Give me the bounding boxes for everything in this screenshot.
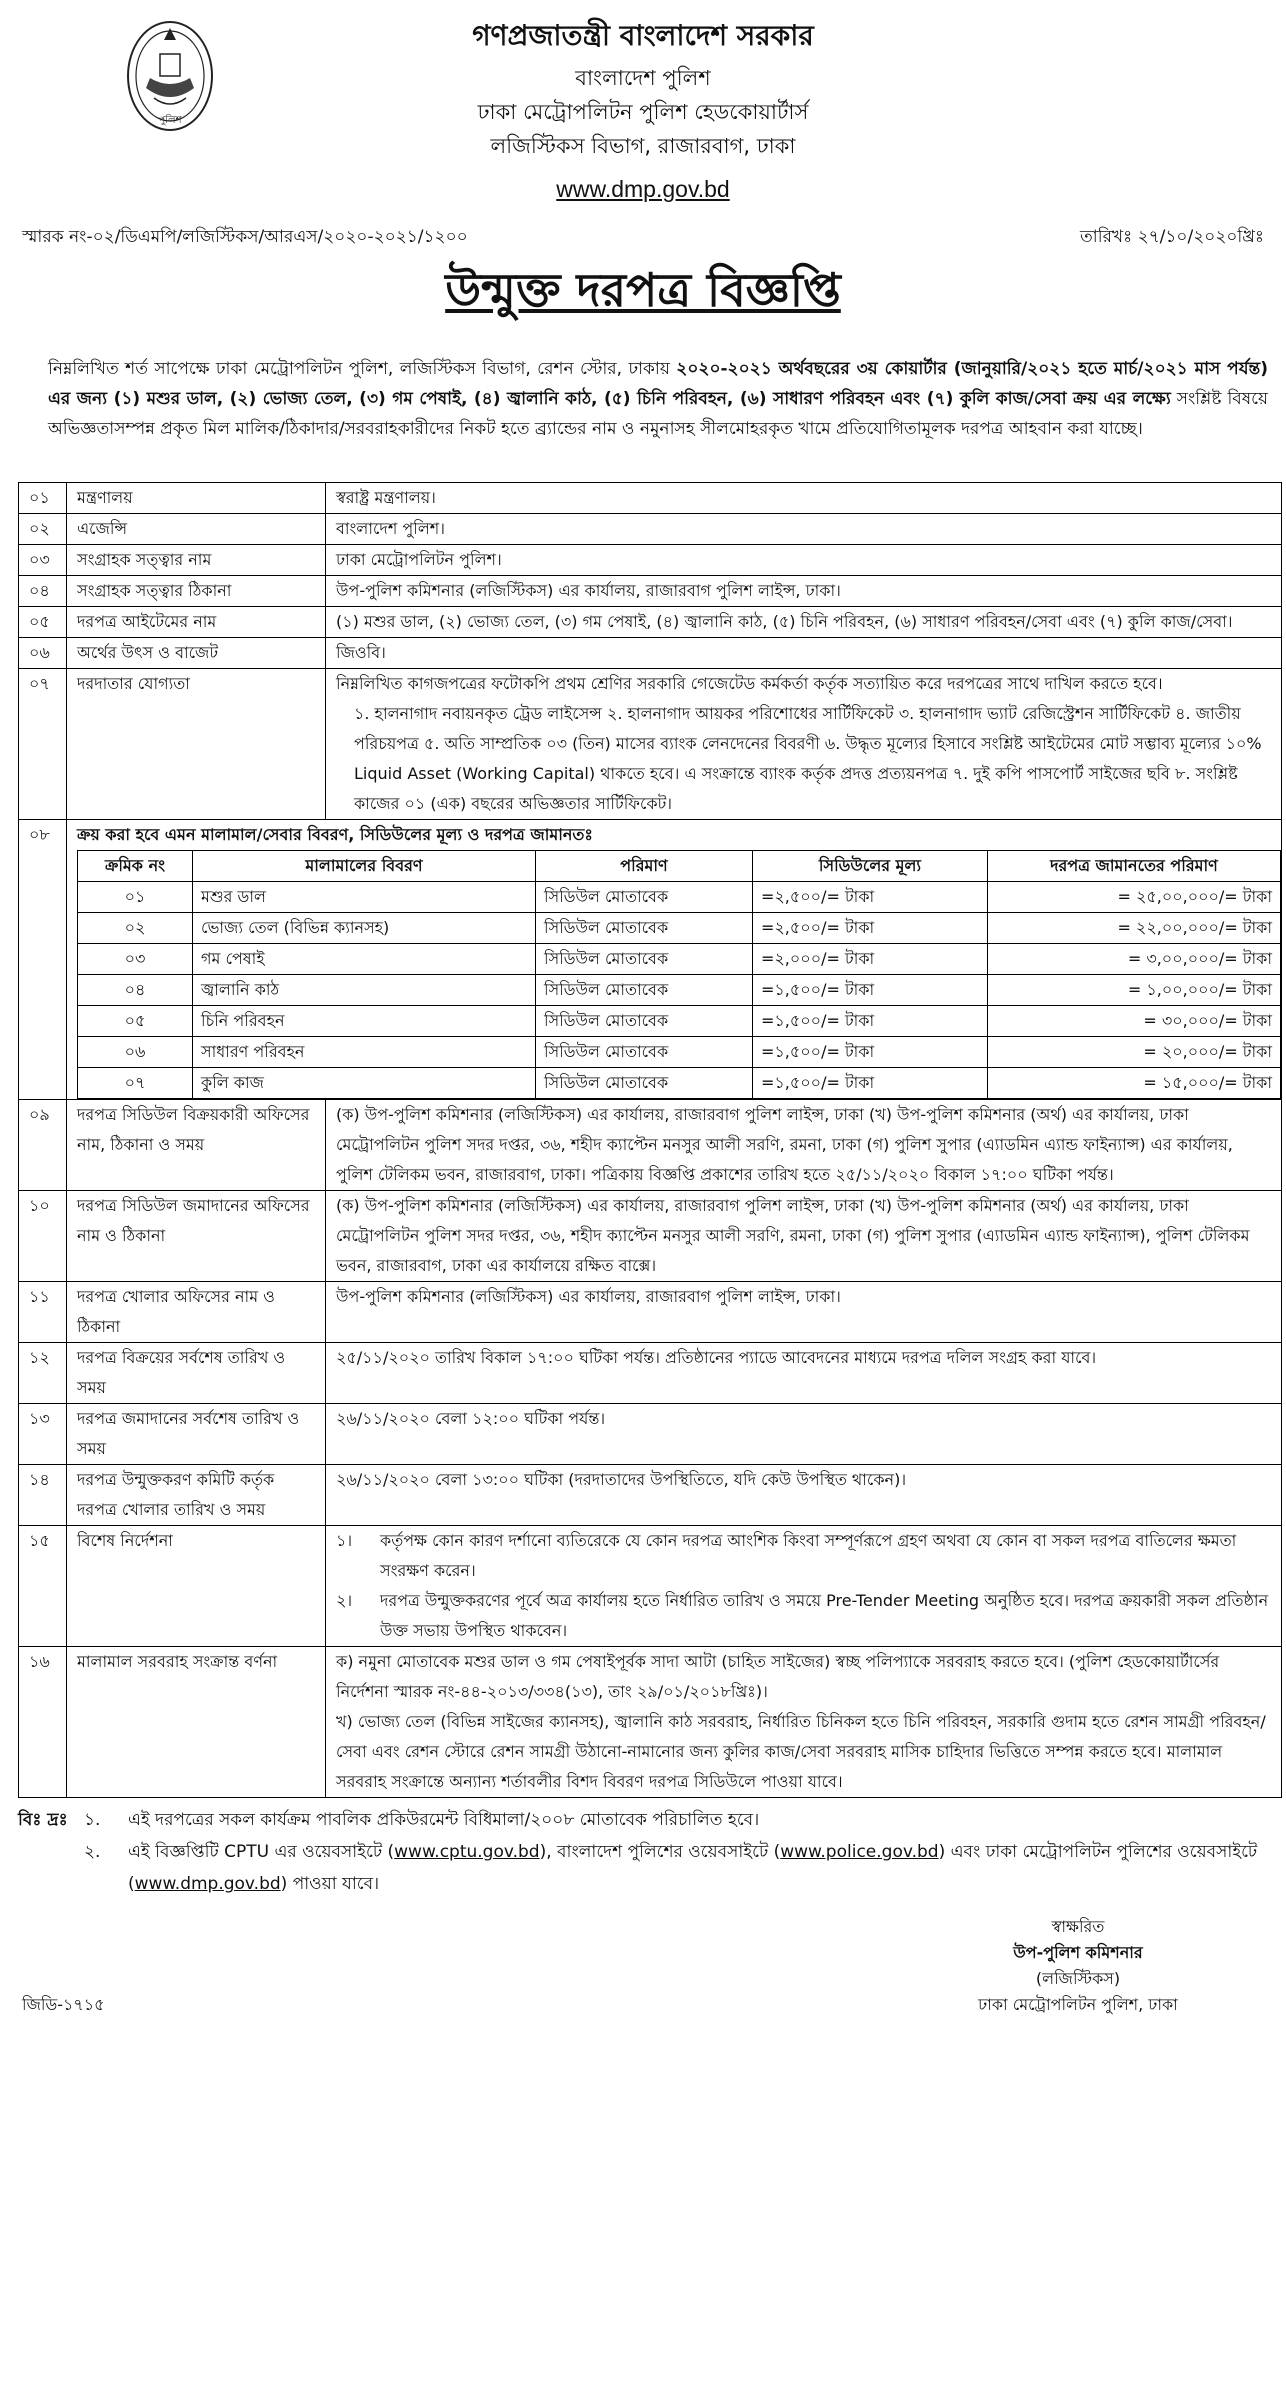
instruction-item <box>336 1586 1271 1646</box>
cell-item: জ্বালানি কাঠ <box>193 975 536 1006</box>
schedule-table <box>77 850 1281 1099</box>
row-number: ০১ <box>19 483 67 514</box>
cell-quantity: সিডিউল মোতাবেক <box>536 913 753 944</box>
cell-price: =১,৫০০/= টাকা <box>753 975 988 1006</box>
signatory-designation: উপ-পুলিশ কমিশনার <box>1013 1943 1143 1962</box>
row-label: সংগ্রাহক সত্ত্বার নাম <box>67 545 326 576</box>
row-value: ২৫/১১/২০২০ তারিখ বিকাল ১৭:০০ ঘটিকা পর্যন্ত। প্রতিষ্ঠানের প্যাডে আবেদনের মাধ্যমে দরপত্র দলিল সংগ্রহ করা যাবে। <box>326 1343 1282 1404</box>
row-label: সংগ্রাহক সত্ত্বার ঠিকানা <box>67 576 326 607</box>
cell-serial: ০৫ <box>78 1006 193 1037</box>
header-website-link[interactable]: www.dmp.gov.bd <box>556 176 730 202</box>
instruction-number: ২। <box>336 1591 353 1610</box>
row-number: ০৮ <box>19 820 67 1100</box>
cell-price: =১,৫০০/= টাকা <box>753 1037 988 1068</box>
footnote-text <box>128 1836 1282 1900</box>
row-label: দরপত্র আইটেমের নাম <box>67 607 326 638</box>
eligibility-intro: নিম্নলিখিত কাগজপত্রের ফটোকপি প্রথম শ্রেণির সরকারি গেজেটেড কর্মকর্তা কর্তৃক সত্যায়িত করে দরপত্রের সাথে দাখিল করতে হবে। <box>336 674 1163 693</box>
row-value: বাংলাদেশ পুলিশ। <box>326 514 1282 545</box>
footnote-number: ১. <box>84 1810 101 1830</box>
cell-serial: ০৬ <box>78 1037 193 1068</box>
row-number: ০৬ <box>19 638 67 669</box>
col-header-schedule-price: সিডিউলের মূল্য <box>753 851 988 882</box>
table-row <box>19 1465 1282 1526</box>
footnote-label: বিঃ দ্রঃ <box>18 1810 68 1830</box>
police-emblem-icon <box>124 18 216 136</box>
supply-note-a: ক) নমুনা মোতাবেক মশুর ডাল ও গম পেষাইপূর্বক সাদা আটা (চাহিত সাইজের) স্বচ্ছ পলিপ্যাকে সরবরাহ করতে হবে। (পুলিশ হেডকোয়ার্টার্সের নির্দেশনা স্মারক নং-৪৪-২০১৩/৩৩৪(১৩), তাং ২৯/০১/২০১৮খ্রিঃ)। <box>336 1652 1220 1701</box>
instruction-text: কর্তৃপক্ষ কোন কারণ দর্শানো ব্যতিরেকে যে কোন দরপত্র আংশিক কিংবা সম্পূর্ণরূপে গ্রহণ অথবা যে কোন বা সকল দরপত্র বাতিলের ক্ষমতা সংরক্ষণ করেন। <box>380 1531 1237 1580</box>
police-link[interactable]: www.police.gov.bd <box>780 1842 939 1862</box>
table-row <box>19 514 1282 545</box>
tender-details-table <box>18 482 1282 1798</box>
table-row <box>19 1282 1282 1343</box>
signatory-organization: ঢাকা মেট্রোপলিটন পুলিশ, ঢাকা <box>978 1995 1178 2014</box>
schedule-row <box>78 1068 1281 1099</box>
footnote-2 <box>18 1836 1282 1900</box>
schedule-row <box>78 944 1281 975</box>
schedule-header-row <box>78 851 1281 882</box>
row-label: মন্ত্রণালয় <box>67 483 326 514</box>
row-label: দরপত্র খোলার অফিসের নাম ও ঠিকানা <box>67 1282 326 1343</box>
row-number: ০৯ <box>19 1100 67 1191</box>
row-number: ০৭ <box>19 669 67 820</box>
cell-price: =১,৫০০/= টাকা <box>753 1068 988 1099</box>
header-line-logistics: লজিস্টিকস বিভাগ, রাজারবাগ, ঢাকা <box>490 134 796 158</box>
cell-quantity: সিডিউল মোতাবেক <box>536 975 753 1006</box>
cell-serial: ০১ <box>78 882 193 913</box>
cell-item: কুলি কাজ <box>193 1068 536 1099</box>
row-value: জিওবি। <box>326 638 1282 669</box>
cell-item: গম পেষাই <box>193 944 536 975</box>
cell-serial: ০৩ <box>78 944 193 975</box>
table-row <box>19 820 1282 1100</box>
row-number: ১৬ <box>19 1647 67 1798</box>
instruction-text: দরপত্র উন্মুক্তকরণের পূর্বে অত্র কার্যালয় হতে নির্ধারিত তারিখ ও সময়ে Pre-Tender Meeting অনুষ্ঠিত হবে। দরপত্র ক্রয়কারী সকল প্রতিষ্ঠান উক্ত সভায় উপস্থিত থাকবেন। <box>380 1591 1269 1640</box>
cell-item: চিনি পরিবহন <box>193 1006 536 1037</box>
cell-guarantee: = ২৫,০০,০০০/= টাকা <box>988 882 1281 913</box>
cell-guarantee: = ২২,০০,০০০/= টাকা <box>988 913 1281 944</box>
intro-text-b: সংশ্লিষ্ট বিষয়ে অভিজ্ঞতাসম্পন্ন প্রকৃত মিল মালিক/ঠিকাদার/সরবরাহকারীদের নিকট হতে ব্র্যান্ডের নাম ও নমুনাসহ সীলমোহরকৃত খামে প্রতিযোগিতামূলক দরপত্র আহবান করা যাচ্ছে। <box>48 389 1268 439</box>
footnote-text: এই দরপত্রের সকল কার্যক্রম পাবলিক প্রকিউরমেন্ট বিধিমালা/২০০৮ মোতাবেক পরিচালিত হবে। <box>128 1810 760 1830</box>
cell-guarantee: = ১৫,০০০/= টাকা <box>988 1068 1281 1099</box>
table-row <box>19 576 1282 607</box>
cell-item: সাধারণ পরিবহন <box>193 1037 536 1068</box>
col-header-serial: ক্রমিক নং <box>78 851 193 882</box>
supply-note-b: খ) ভোজ্য তেল (বিভিন্ন সাইজের ক্যানসহ), জ্বালানি কাঠ সরবরাহ, নির্ধারিত চিনিকল হতে চিনি পরিবহন, সরকারি গুদাম হতে রেশন সামগ্রী পরিবহন/সেবা এবং রেশন স্টোরে রেশন সামগ্রী উঠানো-নামানোর জন্য কুলির কাজ/সেবা সরবরাহ মাসিক চাহিদার ভিত্তিতে সম্পন্ন করতে হবে। মালামাল সরবরাহ সংক্রান্তে অন্যান্য শর্তাবলীর বিশদ বিবরণ দরপত্র সিডিউলে পাওয়া যাবে। <box>336 1712 1266 1791</box>
row-label: অর্থের উৎস ও বাজেট <box>67 638 326 669</box>
page-title: উন্মুক্ত দরপত্র বিজ্ঞপ্তি <box>445 263 841 317</box>
row-value <box>326 669 1282 820</box>
schedule-row <box>78 975 1281 1006</box>
table-row <box>19 1526 1282 1647</box>
table-row <box>19 669 1282 820</box>
row-value: উপ-পুলিশ কমিশনার (লজিস্টিকস) এর কার্যালয়, রাজারবাগ পুলিশ লাইন্স, ঢাকা। <box>326 1282 1282 1343</box>
cell-quantity: সিডিউল মোতাবেক <box>536 1037 753 1068</box>
footnote-text-part: ) এবং ঢাকা মেট্রোপলিটন পুলিশের ওয়েবসাইটে ( <box>128 1842 1258 1894</box>
schedule-cell <box>67 820 1282 1100</box>
row-value: ২৬/১১/২০২০ বেলা ১২:০০ ঘটিকা পর্যন্ত। <box>326 1404 1282 1465</box>
emblem-text: পুলিশ <box>158 115 182 126</box>
schedule-row <box>78 1037 1281 1068</box>
intro-paragraph <box>48 354 1268 444</box>
intro-bold: ২০২০-২০২১ অর্থবছরের ৩য় কোয়ার্টার (জানুয়ারি/২০২১ হতে মার্চ/২০২১ মাস পর্যন্ত) এর জন্য (১) মশুর ডাল, (২) ভোজ্য তেল, (৩) গম পেষাই, (৪) জ্বালানি কাঠ, (৫) চিনি পরিবহন, (৬) সাধারণ পরিবহন এবং (৭) কুলি কাজ/সেবা ক্রয় এর লক্ষ্যে <box>48 359 1268 409</box>
row-number: ০৫ <box>19 607 67 638</box>
cell-item: ভোজ্য তেল (বিভিন্ন ক্যানসহ) <box>193 913 536 944</box>
cell-quantity: সিডিউল মোতাবেক <box>536 1068 753 1099</box>
signed-label: স্বাক্ষরিত <box>1051 1917 1105 1936</box>
row-label: এজেন্সি <box>67 514 326 545</box>
table-row <box>19 607 1282 638</box>
row-value <box>326 1647 1282 1798</box>
cell-price: =২,৫০০/= টাকা <box>753 913 988 944</box>
col-header-quantity: পরিমাণ <box>536 851 753 882</box>
row-label: দরপত্র সিডিউল জমাদানের অফিসের নাম ও ঠিকানা <box>67 1191 326 1282</box>
row-label: দরপত্র জমাদানের সর্বশেষ তারিখ ও সময় <box>67 1404 326 1465</box>
cell-price: =২,৫০০/= টাকা <box>753 882 988 913</box>
table-row <box>19 1647 1282 1798</box>
cell-price: =২,০০০/= টাকা <box>753 944 988 975</box>
row-value: স্বরাষ্ট্র মন্ত্রণালয়। <box>326 483 1282 514</box>
row-label: বিশেষ নির্দেশনা <box>67 1526 326 1647</box>
row-label: দরপত্র বিক্রয়ের সর্বশেষ তারিখ ও সময় <box>67 1343 326 1404</box>
row-number: ০৪ <box>19 576 67 607</box>
footnote-text-part: ), বাংলাদেশ পুলিশের ওয়েবসাইটে ( <box>539 1842 781 1862</box>
row-number: ০২ <box>19 514 67 545</box>
cell-serial: ০৪ <box>78 975 193 1006</box>
signature-area <box>18 1900 1282 2014</box>
cptu-link[interactable]: www.cptu.gov.bd <box>394 1842 540 1862</box>
intro-text-a: নিম্নলিখিত শর্ত সাপেক্ষে ঢাকা মেট্রোপলিটন পুলিশ, লজিস্টিকস বিভাগ, রেশন স্টোর, ঢাকায় <box>48 359 677 379</box>
signature-block <box>878 1914 1278 2018</box>
instruction-item <box>336 1526 1271 1586</box>
schedule-row <box>78 1006 1281 1037</box>
table-row <box>19 483 1282 514</box>
cell-quantity: সিডিউল মোতাবেক <box>536 944 753 975</box>
row-value: (ক) উপ-পুলিশ কমিশনার (লজিস্টিকস) এর কার্যালয়, রাজারবাগ পুলিশ লাইন্স, ঢাকা (খ) উপ-পুলিশ কমিশনার (অর্থ) এর কার্যালয়, ঢাকা মেট্রোপলিটন পুলিশ সদর দপ্তর, ৩৬, শহীদ ক্যাপ্টেন মনসুর আলী সরণি, রমনা, ঢাকা (গ) পুলিশ সুপার (এ্যাডমিন এ্যান্ড ফাইন্যান্স) এর কার্যালয়, পুলিশ টেলিকম ভবন, রাজারবাগ, ঢাকা। পত্রিকায় বিজ্ঞপ্তি প্রকাশের তারিখ হতে ২৫/১১/২০২০ বিকাল ১৭:০০ ঘটিকা পর্যন্ত। <box>326 1100 1282 1191</box>
dmp-link[interactable]: www.dmp.gov.bd <box>134 1874 281 1894</box>
schedule-row <box>78 882 1281 913</box>
table-row <box>19 1100 1282 1191</box>
row-label: দরপত্র উন্মুক্তকরণ কমিটি কর্তৃক দরপত্র খোলার তারিখ ও সময় <box>67 1465 326 1526</box>
cell-guarantee: = ৩,০০,০০০/= টাকা <box>988 944 1281 975</box>
gd-number: জিডি-১৭১৫ <box>22 1995 105 2014</box>
col-header-guarantee: দরপত্র জামানতের পরিমাণ <box>988 851 1281 882</box>
row-value <box>326 1526 1282 1647</box>
row-value: (১) মশুর ডাল, (২) ভোজ্য তেল, (৩) গম পেষাই, (৪) জ্বালানি কাঠ, (৫) চিনি পরিবহন, (৬) সাধারণ পরিবহন/সেবা এবং (৭) কুলি কাজ/সেবা। <box>326 607 1282 638</box>
table-row <box>19 638 1282 669</box>
row-value: (ক) উপ-পুলিশ কমিশনার (লজিস্টিকস) এর কার্যালয়, রাজারবাগ পুলিশ লাইন্স, ঢাকা (খ) উপ-পুলিশ কমিশনার (অর্থ) এর কার্যালয়, ঢাকা মেট্রোপলিটন পুলিশ সদর দপ্তর, ৩৬, শহীদ ক্যাপ্টেন মনসুর আলী সরণি, রমনা, ঢাকা (গ) পুলিশ সুপার (এ্যাডমিন এ্যান্ড ফাইন্যান্স), পুলিশ টেলিকম ভবন, রাজারবাগ, ঢাকা এর কার্যালয়ে রক্ষিত বাক্সে। <box>326 1191 1282 1282</box>
cell-serial: ০৭ <box>78 1068 193 1099</box>
footnote-text-part: এই বিজ্ঞপ্তিটি CPTU এর ওয়েবসাইটে ( <box>128 1842 395 1862</box>
row-label: মালামাল সরবরাহ সংক্রান্ত বর্ণনা <box>67 1647 326 1798</box>
government-name: গণপ্রজাতন্ত্রী বাংলাদেশ সরকার <box>472 19 814 52</box>
col-header-item: মালামালের বিবরণ <box>193 851 536 882</box>
cell-quantity: সিডিউল মোতাবেক <box>536 882 753 913</box>
row-number: ১০ <box>19 1191 67 1282</box>
row-number: ১৩ <box>19 1404 67 1465</box>
cell-guarantee: = ২০,০০০/= টাকা <box>988 1037 1281 1068</box>
cell-guarantee: = ১,০০,০০০/= টাকা <box>988 975 1281 1006</box>
row-value: ঢাকা মেট্রোপলিটন পুলিশ। <box>326 545 1282 576</box>
cell-item: মশুর ডাল <box>193 882 536 913</box>
header-line-police: বাংলাদেশ পুলিশ <box>575 66 711 90</box>
footnote-number: ২. <box>84 1842 101 1862</box>
eligibility-documents: ১. হালনাগাদ নবায়নকৃত ট্রেড লাইসেন্স ২. হালনাগাদ আয়কর পরিশোধের সার্টিফিকেট ৩. হালনাগাদ ভ্যাট রেজিস্ট্রেশন সার্টিফিকেট ৪. জাতীয় পরিচয়পত্র ৫. অতি সাম্প্রতিক ০৩ (তিন) মাসের ব্যাংক লেনদেনের বিবরণী ৬. উদ্ধৃত মূল্যের হিসাবে সংশ্লিষ্ট আইটেমের মোট সম্ভাব্য মূল্যের ১০% Liquid Asset (Working Capital) থাকতে হবে। এ সংক্রান্তে ব্যাংক কর্তৃক প্রদত্ত প্রত্যয়নপত্র ৭. দুই কপি পাসপোর্ট সাইজের ছবি ৮. সংশ্লিষ্ট কাজের ০১ (এক) বছরের অভিজ্ঞতার সার্টিফিকেট। <box>354 704 1262 813</box>
footnote-text-part: ) পাওয়া যাবে। <box>280 1874 380 1894</box>
row-number: ১৫ <box>19 1526 67 1647</box>
table-row <box>19 545 1282 576</box>
row-number: ০৩ <box>19 545 67 576</box>
row-number: ১২ <box>19 1343 67 1404</box>
table-row <box>19 1191 1282 1282</box>
table-row <box>19 1343 1282 1404</box>
cell-quantity: সিডিউল মোতাবেক <box>536 1006 753 1037</box>
row-label: দরপত্র সিডিউল বিক্রয়কারী অফিসের নাম, ঠিকানা ও সময় <box>67 1100 326 1191</box>
notice-date: তারিখঃ ২৭/১০/২০২০খ্রিঃ <box>1080 227 1264 247</box>
row-value: উপ-পুলিশ কমিশনার (লজিস্টিকস) এর কার্যালয়, রাজারবাগ পুলিশ লাইন্স, ঢাকা। <box>326 576 1282 607</box>
header-line-headquarters: ঢাকা মেট্রোপলিটন পুলিশ হেডকোয়ার্টার্স <box>477 100 809 124</box>
schedule-row <box>78 913 1281 944</box>
row-value: ২৬/১১/২০২০ বেলা ১৩:০০ ঘটিকা (দরদাতাদের উপস্থিতিতে, যদি কেউ উপস্থিত থাকেন)। <box>326 1465 1282 1526</box>
cell-serial: ০২ <box>78 913 193 944</box>
footnotes-block <box>18 1804 1282 2014</box>
memo-number: স্মারক নং-০২/ডিএমপি/লজিস্টিকস/আরএস/২০২০-২০২১/১২০০ <box>22 227 468 247</box>
row-number: ১৪ <box>19 1465 67 1526</box>
schedule-heading: ক্রয় করা হবে এমন মালামাল/সেবার বিবরণ, সিডিউলের মূল্য ও দরপত্র জামানতঃ <box>77 825 593 844</box>
instruction-number: ১। <box>336 1531 353 1550</box>
footnote-1 <box>18 1804 1282 1836</box>
signatory-department: (লজিস্টিকস) <box>1035 1969 1121 1988</box>
cell-guarantee: = ৩০,০০০/= টাকা <box>988 1006 1281 1037</box>
row-label: দরদাতার যোগ্যতা <box>67 669 326 820</box>
table-row <box>19 1404 1282 1465</box>
cell-price: =১,৫০০/= টাকা <box>753 1006 988 1037</box>
row-number: ১১ <box>19 1282 67 1343</box>
